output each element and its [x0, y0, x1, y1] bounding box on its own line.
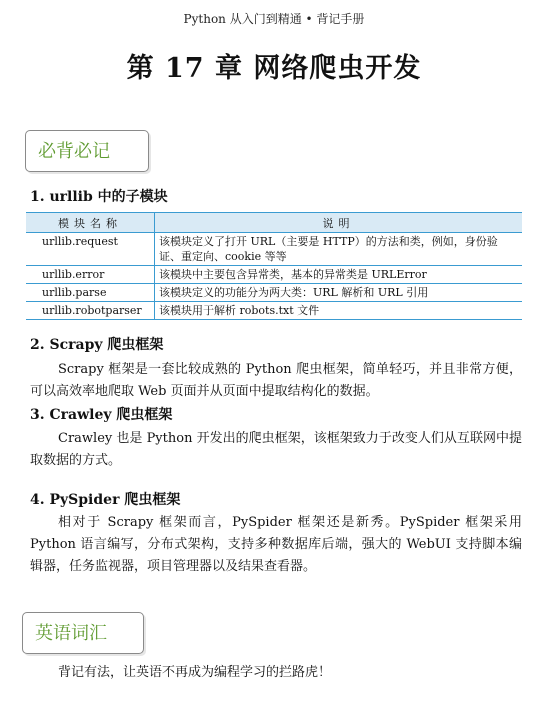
table-row	[26, 284, 522, 302]
module-desc: 该模块定义了打开 URL（主要是 HTTP）的方法和类，例如，身份验证、重定向、cookie 等等	[155, 233, 523, 266]
table-row	[26, 233, 522, 266]
table-header-name: 模块名称	[26, 213, 155, 233]
module-name: urllib.error	[26, 266, 155, 284]
table-row	[26, 266, 522, 284]
module-desc: 该模块中主要包含异常类，基本的异常类是 URLError	[155, 266, 523, 284]
chapter-title: 第 17 章 网络爬虫开发	[126, 53, 422, 84]
module-name: urllib.parse	[26, 284, 155, 302]
heading-scrapy: 2. Scrapy 爬虫框架	[30, 337, 164, 353]
table-header-row	[26, 213, 522, 233]
urllib-modules-table	[26, 212, 522, 320]
heading-urllib: 1. urllib 中的子模块	[30, 189, 168, 205]
paragraph-pyspider: 相对于 Scrapy 框架而言，PySpider 框架还是新秀。PySpider 框架采用 Python 语言编写，分布式架构，支持多种数据库后端，强大的 WebUI 支持脚本编辑器，任务监视器，项目管理器以及结果查看器。	[30, 515, 522, 574]
module-name: urllib.request	[26, 233, 155, 266]
module-desc: 该模块用于解析 robots.txt 文件	[155, 302, 523, 320]
paragraph-scrapy: Scrapy 框架是一套比较成熟的 Python 爬虫框架，简单轻巧，并且非常方便，可以高效率地爬取 Web 页面并从页面中提取结构化的数据。	[30, 362, 522, 399]
table-row	[26, 302, 522, 320]
paragraph-english-intro: 背记有法，让英语不再成为编程学习的拦路虎！	[58, 665, 332, 680]
heading-pyspider: 4. PySpider 爬虫框架	[30, 492, 181, 508]
module-name: urllib.robotparser	[26, 302, 155, 320]
running-header: Python 从入门到精通 • 背记手册	[183, 12, 365, 26]
module-desc: 该模块定义的功能分为两大类：URL 解析和 URL 引用	[155, 284, 523, 302]
section-tag-english-vocab: 英语词汇	[22, 612, 144, 654]
heading-crawley: 3. Crawley 爬虫框架	[30, 407, 173, 423]
table-header-desc: 说明	[155, 213, 523, 233]
paragraph-crawley: Crawley 也是 Python 开发出的爬虫框架，该框架致力于改变人们从互联网中提取数据的方式。	[30, 431, 522, 468]
section-tag-must-remember: 必背必记	[25, 130, 149, 172]
